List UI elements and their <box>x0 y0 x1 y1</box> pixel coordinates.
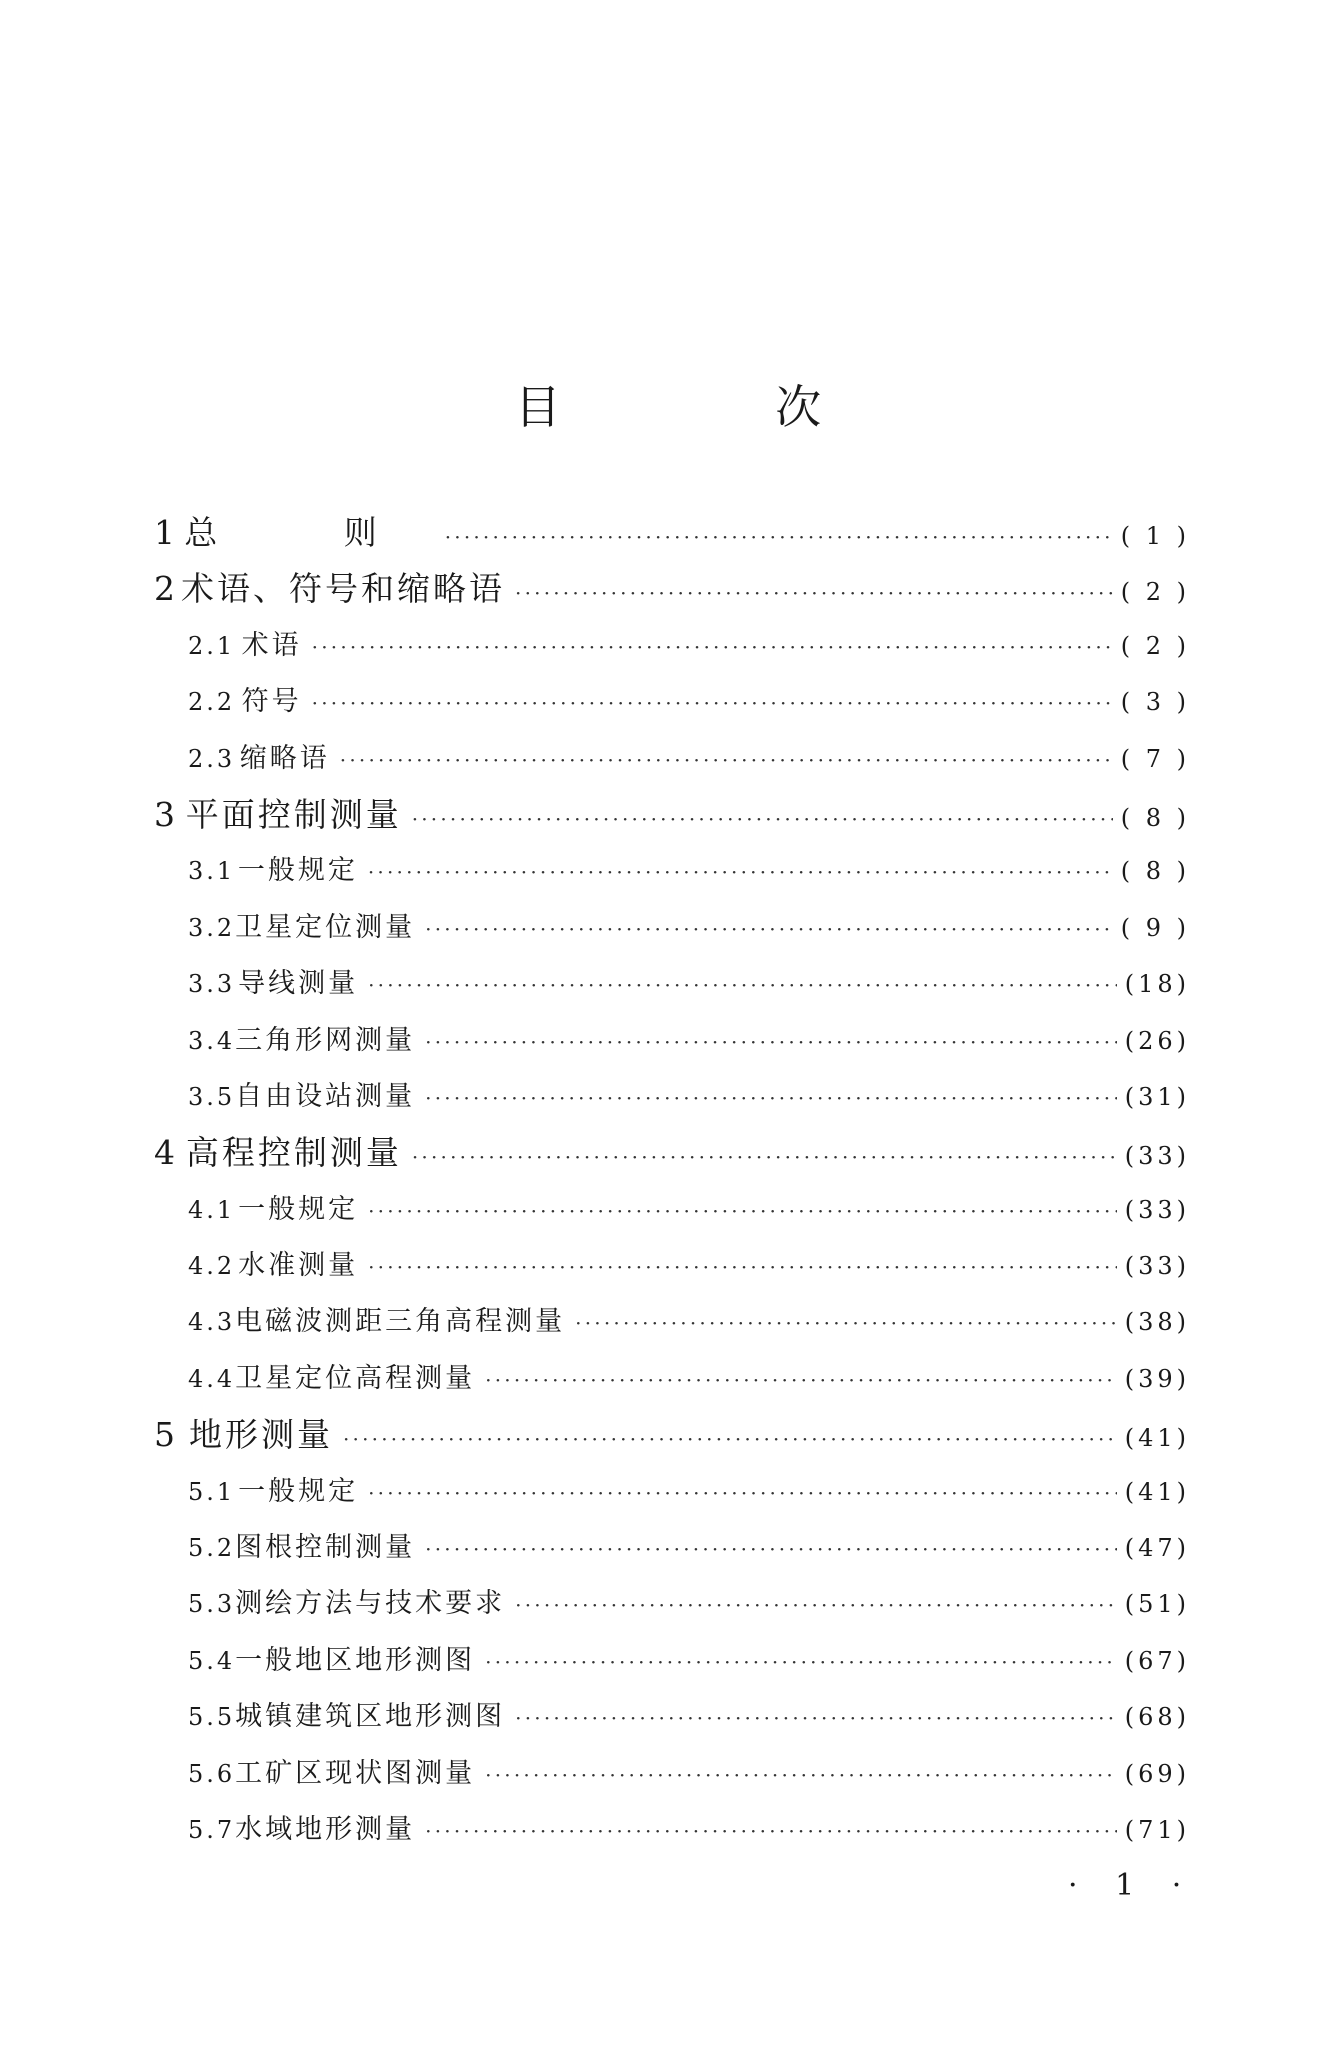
toc-page-reference[interactable]: ( 3 ) <box>1120 688 1190 717</box>
toc-entry-number: 5.1 <box>188 1477 236 1506</box>
toc-chapter-entry[interactable] <box>150 1407 1190 1463</box>
toc-dot-leader <box>368 1465 1117 1521</box>
toc-entry-number: 3 <box>154 794 175 834</box>
toc-entry-number: 4 <box>154 1133 175 1173</box>
toc-page-reference[interactable]: (33) <box>1124 1252 1190 1281</box>
toc-entry-title[interactable]: 测绘方法与技术要求 <box>235 1588 506 1620</box>
toc-dot-leader <box>575 1295 1117 1351</box>
toc-entry-title[interactable]: 一般规定 <box>237 855 358 887</box>
toc-entry-number: 5.7 <box>188 1815 236 1844</box>
toc-dot-leader <box>312 675 1113 731</box>
toc-entry-number: 4.4 <box>188 1364 236 1393</box>
toc-section-entry[interactable] <box>150 1182 1190 1238</box>
toc-dot-leader <box>425 1803 1117 1859</box>
toc-entry-title[interactable]: 一般规定 <box>238 1193 359 1225</box>
toc-entry-number: 3.2 <box>188 913 236 942</box>
toc-section-entry[interactable] <box>150 956 1190 1012</box>
toc-entry-title[interactable]: 卫星定位测量 <box>235 911 416 943</box>
toc-entry-title[interactable]: 三角形网测量 <box>235 1024 416 1056</box>
toc-section-entry[interactable] <box>150 1013 1190 1069</box>
toc-entry-title[interactable]: 一般地区地形测图 <box>235 1644 476 1676</box>
toc-page-reference[interactable]: (41) <box>1124 1477 1190 1506</box>
toc-entry-title[interactable]: 平面控制测量 <box>185 794 402 834</box>
toc-dot-leader <box>412 1129 1117 1185</box>
toc-dot-leader <box>412 791 1113 847</box>
toc-entry-number: 5 <box>154 1415 175 1455</box>
toc-entry-title[interactable]: 一般规定 <box>238 1475 359 1507</box>
toc-entry-title[interactable]: 水域地形测量 <box>235 1813 416 1845</box>
toc-section-entry[interactable] <box>150 1238 1190 1294</box>
toc-section-entry[interactable] <box>150 1294 1190 1350</box>
toc-dot-leader <box>485 1352 1117 1408</box>
toc-section-entry[interactable] <box>150 674 1190 730</box>
toc-page-reference[interactable]: ( 1 ) <box>1120 522 1190 550</box>
toc-page-reference[interactable]: (26) <box>1124 1026 1190 1055</box>
toc-section-entry[interactable] <box>150 843 1190 899</box>
toc-entry-number: 2.1 <box>188 631 236 660</box>
toc-dot-leader <box>340 732 1113 788</box>
toc-entry-number: 5.6 <box>188 1759 236 1788</box>
toc-dot-leader <box>445 509 1113 565</box>
toc-chapter-entry[interactable] <box>150 1125 1190 1181</box>
toc-chapter-entry[interactable] <box>150 561 1190 617</box>
toc-dot-leader <box>368 1183 1117 1239</box>
toc-dot-leader <box>425 1070 1117 1126</box>
toc-section-entry[interactable] <box>150 1802 1190 1858</box>
toc-section-entry[interactable] <box>150 1576 1190 1632</box>
toc-section-entry[interactable] <box>150 731 1190 787</box>
toc-section-entry[interactable] <box>150 900 1190 956</box>
toc-dot-leader <box>515 1577 1117 1633</box>
toc-page-reference[interactable]: (71) <box>1124 1815 1190 1844</box>
toc-page-reference[interactable]: ( 7 ) <box>1120 744 1190 773</box>
toc-entry-number: 4.1 <box>188 1195 236 1224</box>
toc-page-reference[interactable]: ( 2 ) <box>1120 578 1190 607</box>
toc-entry-number: 2.3 <box>188 744 236 773</box>
toc-section-entry[interactable] <box>150 1520 1190 1576</box>
toc-entry-title[interactable]: 总 则 <box>184 513 435 552</box>
toc-page-reference[interactable]: (41) <box>1124 1424 1190 1453</box>
toc-entry-title[interactable]: 图根控制测量 <box>235 1532 416 1564</box>
toc-page-reference[interactable]: ( 8 ) <box>1120 803 1190 832</box>
toc-entry-title[interactable]: 自由设站测量 <box>235 1080 416 1112</box>
toc-entry-number: 3.5 <box>188 1082 236 1111</box>
toc-dot-leader <box>368 957 1117 1013</box>
toc-section-entry[interactable] <box>150 1633 1190 1689</box>
toc-dot-leader <box>312 619 1113 675</box>
toc-dot-leader <box>425 1521 1117 1577</box>
toc-page-reference[interactable]: (18) <box>1124 970 1190 999</box>
toc-section-entry[interactable] <box>150 618 1190 674</box>
toc-page-reference[interactable]: (38) <box>1124 1308 1190 1337</box>
toc-chapter-entry[interactable] <box>150 787 1190 843</box>
toc-page-reference[interactable]: (39) <box>1124 1364 1190 1393</box>
toc-entry-title[interactable]: 高程控制测量 <box>185 1133 402 1173</box>
toc-dot-leader <box>485 1747 1117 1803</box>
toc-entry-number: 5.3 <box>188 1590 236 1619</box>
toc-page-reference[interactable]: ( 8 ) <box>1120 857 1190 886</box>
toc-section-entry[interactable] <box>150 1464 1190 1520</box>
toc-dot-leader <box>368 844 1113 900</box>
toc-section-entry[interactable] <box>150 1746 1190 1802</box>
toc-dot-leader <box>343 1411 1117 1467</box>
toc-entry-number: 1 <box>154 513 175 552</box>
toc-entry-number: 3.3 <box>188 970 236 999</box>
toc-entry-title[interactable]: 水准测量 <box>238 1250 359 1282</box>
toc-entry-number: 2 <box>154 569 175 609</box>
toc-dot-leader <box>425 901 1113 957</box>
toc-page-reference[interactable]: (51) <box>1124 1590 1190 1619</box>
toc-dot-leader <box>515 1690 1117 1746</box>
toc-entry-title[interactable]: 城镇建筑区地形测图 <box>235 1701 506 1733</box>
toc-dot-leader <box>368 1239 1117 1295</box>
toc-dot-leader <box>485 1634 1117 1690</box>
toc-entry-number: 5.2 <box>188 1534 236 1563</box>
toc-entry-title[interactable]: 缩略语 <box>239 742 330 774</box>
page-number: · 1 · <box>1068 1868 1196 1903</box>
toc-section-entry[interactable] <box>150 1351 1190 1407</box>
toc-entry-number: 3.4 <box>188 1026 236 1055</box>
toc-entry-title[interactable]: 导线测量 <box>238 968 359 1000</box>
toc-page-reference[interactable]: (31) <box>1124 1082 1190 1111</box>
toc-page-reference[interactable]: (68) <box>1124 1703 1190 1732</box>
toc-section-entry[interactable] <box>150 1689 1190 1745</box>
toc-entry-title[interactable]: 工矿区现状图测量 <box>235 1757 476 1789</box>
toc-entry-title[interactable]: 电磁波测距三角高程测量 <box>235 1306 566 1338</box>
toc-chapter-entry[interactable] <box>150 505 1190 561</box>
toc-entry-number: 2.2 <box>188 688 236 717</box>
page-title: 目 次 <box>514 379 922 434</box>
toc-page-reference[interactable]: (33) <box>1124 1142 1190 1171</box>
toc-entry-title[interactable]: 符号 <box>241 686 302 718</box>
toc-entry-title[interactable]: 地形测量 <box>188 1415 333 1455</box>
toc-dot-leader <box>425 1014 1117 1070</box>
toc-page-reference[interactable]: (33) <box>1124 1195 1190 1224</box>
toc-page-reference[interactable]: (67) <box>1124 1646 1190 1675</box>
toc-page-reference[interactable]: ( 9 ) <box>1120 913 1190 942</box>
toc-entry-number: 4.2 <box>188 1252 236 1281</box>
toc-page-reference[interactable]: (47) <box>1124 1534 1190 1563</box>
toc-entry-number: 4.3 <box>188 1308 236 1337</box>
toc-dot-leader <box>515 565 1113 621</box>
toc-entry-title[interactable]: 术语 <box>241 629 302 661</box>
toc-entry-number: 3.1 <box>188 857 236 886</box>
toc-entry-title[interactable]: 术语、符号和缩略语 <box>181 569 506 609</box>
toc-page-reference[interactable]: (69) <box>1124 1759 1190 1788</box>
table-of-contents <box>150 505 1190 1858</box>
toc-page-reference[interactable]: ( 2 ) <box>1120 631 1190 660</box>
toc-entry-number: 5.4 <box>188 1646 236 1675</box>
toc-section-entry[interactable] <box>150 1069 1190 1125</box>
toc-entry-number: 5.5 <box>188 1703 236 1732</box>
toc-entry-title[interactable]: 卫星定位高程测量 <box>235 1362 476 1394</box>
